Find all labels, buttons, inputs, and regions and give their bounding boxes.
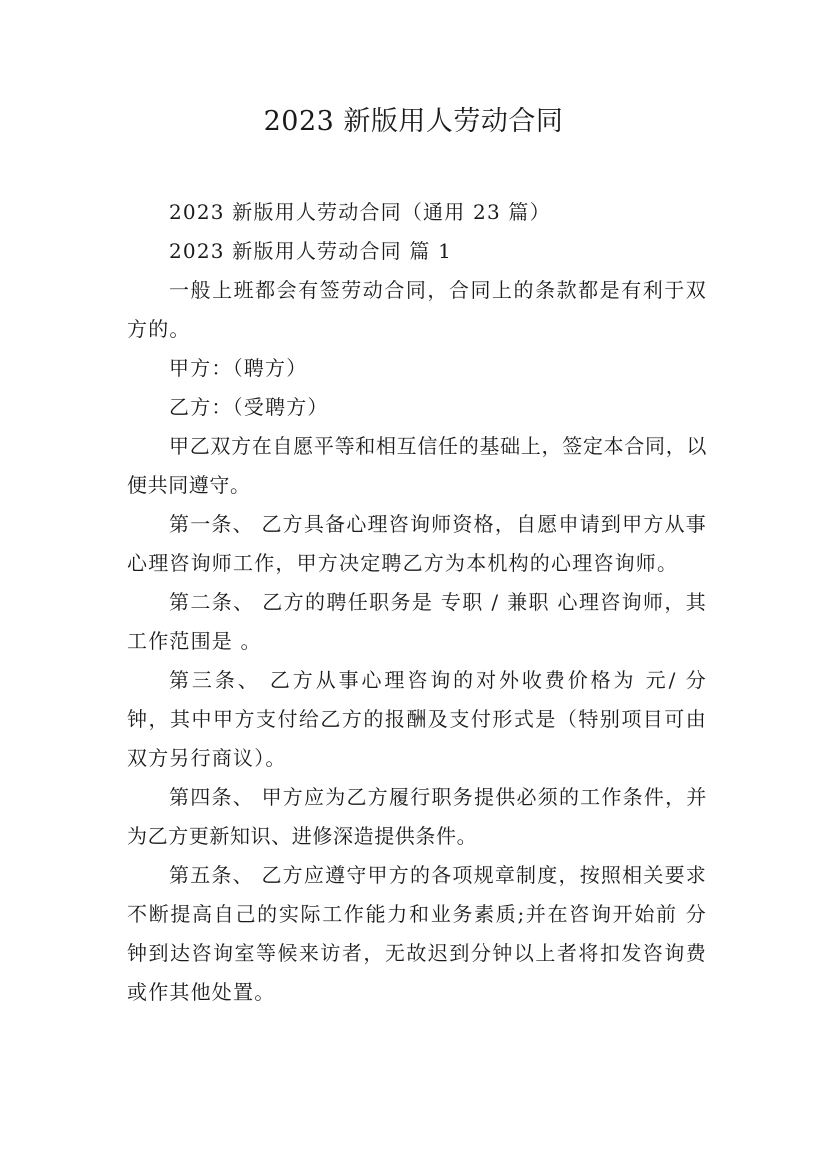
subtitle-paragraph: 2023 新版用人劳动合同（通用 23 篇） [169,200,551,224]
party-a-line: 甲方：（聘方） [169,356,308,380]
article-5: 第五条、 乙方应遵守甲方的各项规章制度，按照相关要求不断提高自己的实际工作能力和业务素质;并在咨询开始前 分钟到达咨询室等候来访者，无故迟到分钟以上者将扣发咨询费或作其他处置。 [127,863,707,1004]
document-body [127,193,707,1012]
article-4: 第四条、 甲方应为乙方履行职务提供必须的工作条件，并为乙方更新知识、进修深造提供条件。 [127,785,707,848]
article-2: 第二条、 乙方的聘任职务是 专职 / 兼职 心理咨询师，其工作范围是 。 [127,590,707,653]
section-heading: 2023 新版用人劳动合同 篇 1 [169,239,453,263]
intro-paragraph: 一般上班都会有签劳动合同，合同上的条款都是有利于双方的。 [127,278,707,341]
article-3: 第三条、 乙方从事心理咨询的对外收费价格为 元/ 分钟，其中甲方支付给乙方的报酬及支付形式是（特别项目可由双方另行商议）。 [127,668,707,770]
document-title: 2023 新版用人劳动合同 [263,106,564,137]
party-b-line: 乙方：（受聘方） [169,395,329,419]
agreement-paragraph: 甲乙双方在自愿平等和相互信任的基础上，签定本合同，以便共同遵守。 [127,434,707,497]
article-1: 第一条、 乙方具备心理咨询师资格，自愿申请到甲方从事心理咨询师工作，甲方决定聘乙方为本机构的心理咨询师。 [127,512,707,575]
